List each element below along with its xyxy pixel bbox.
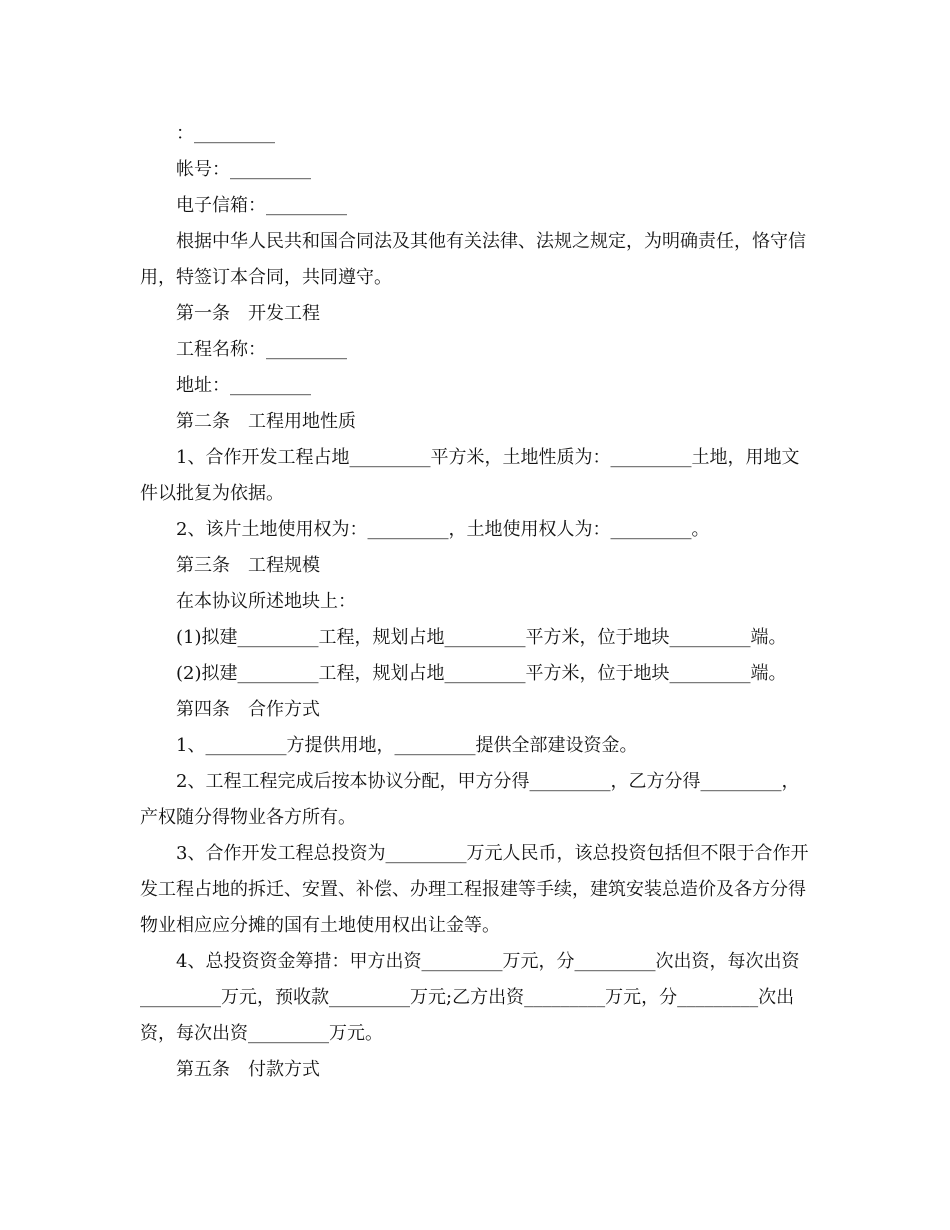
article-4-clause-2: 2、工程工程完成后按本协议分配，甲方分得_________，乙方分得_________，产权随分得物业各方所有。 xyxy=(140,771,800,828)
article-2-heading: 第二条 工程用地性质 xyxy=(176,411,356,432)
article-3-item-2: (2)拟建_________工程，规划占地_________平方米，位于地块_________端。 xyxy=(176,663,787,684)
document-body xyxy=(140,116,810,1088)
field-line-address: 地址：_________ xyxy=(176,375,311,396)
article-1-heading: 第一条 开发工程 xyxy=(176,303,320,324)
article-3-heading: 第三条 工程规模 xyxy=(176,555,320,576)
article-4-heading: 第四条 合作方式 xyxy=(176,699,320,720)
preamble-paragraph: 根据中华人民共和国合同法及其他有关法律、法规之规定，为明确责任，恪守信用，特签订本合同，共同遵守。 xyxy=(140,231,806,288)
article-4-clause-3: 3、合作开发工程总投资为_________万元人民币，该总投资包括但不限于合作开发工程占地的拆迁、安置、补偿、办理工程报建等手续，建筑安装总造价及各方分得物业相应应分摊的国有土地使用权出让金等。 xyxy=(140,843,809,936)
article-5-heading: 第五条 付款方式 xyxy=(176,1059,320,1080)
field-line-email: 电子信箱：_________ xyxy=(176,195,347,216)
article-4-clause-1: 1、_________方提供用地，_________提供全部建设资金。 xyxy=(176,735,638,756)
article-2-clause-2: 2、该片土地使用权为：_________，土地使用权人为：_________。 xyxy=(176,519,710,540)
article-2-clause-1: 1、合作开发工程占地_________平方米，土地性质为：_________土地，用地文件以批复为依据。 xyxy=(140,447,800,504)
field-line-project-name: 工程名称：_________ xyxy=(176,339,347,360)
article-3-intro: 在本协议所述地块上： xyxy=(176,591,356,612)
field-line-account: 帐号：_________ xyxy=(176,159,311,180)
article-4-clause-4: 4、总投资资金筹措：甲方出资_________万元，分_________次出资，每次出资_________万元，预收款_________万元;乙方出资_________万元，分_________次出资，每次出资_________万元。 xyxy=(140,951,800,1044)
field-line-blank-label: ：_________ xyxy=(176,123,275,144)
article-3-item-1: (1)拟建_________工程，规划占地_________平方米，位于地块_________端。 xyxy=(176,627,787,648)
